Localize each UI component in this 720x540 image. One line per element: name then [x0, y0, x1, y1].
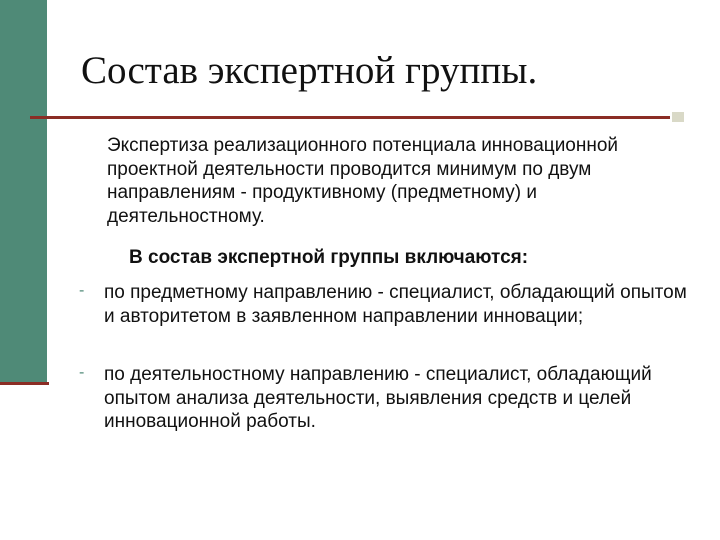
left-accent-band [0, 0, 47, 382]
intro-paragraph: Экспертиза реализационного потенциала инновационной проектной деятельности проводится минимум по двум направлениям - продуктивному (предметному) и деятельностному. [107, 135, 619, 227]
left-accent-rule [0, 382, 49, 385]
bullet-text: по деятельностному направлению - специалист, обладающий опытом анализа деятельности, выявления средств и целей инновационной работы. [104, 364, 652, 432]
slide-title: Состав экспертной группы. [81, 49, 538, 92]
bullet-marker: - [79, 364, 85, 381]
title-divider [30, 116, 670, 119]
bullet-marker: - [79, 282, 85, 299]
bullet-text: по предметному направлению - специалист, обладающий опытом и авторитетом в заявленном направлении инновации; [104, 282, 687, 327]
decorative-square [672, 112, 684, 122]
lead-heading: В состав экспертной группы включаются: [129, 247, 529, 268]
